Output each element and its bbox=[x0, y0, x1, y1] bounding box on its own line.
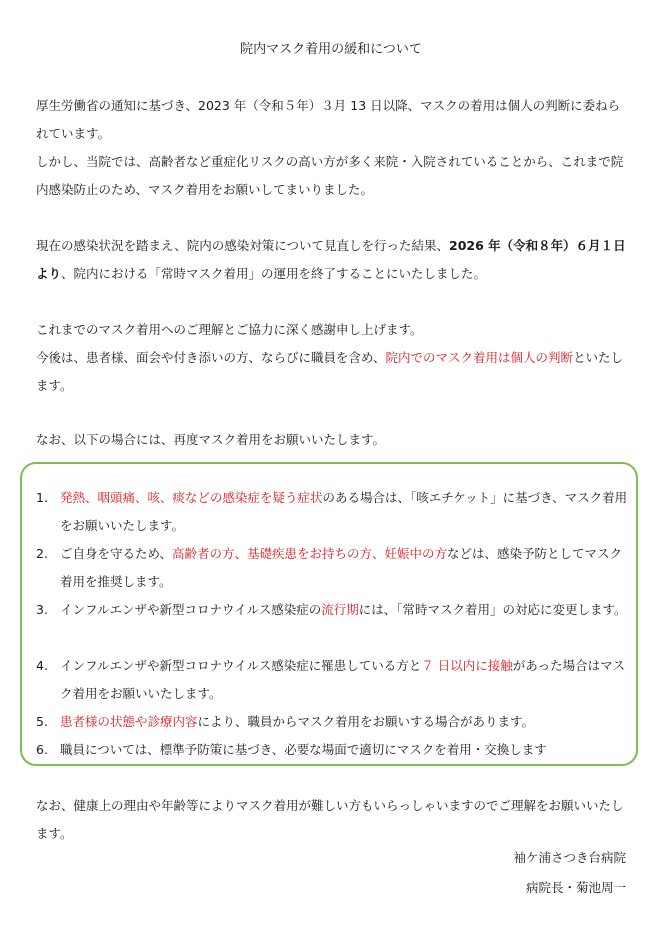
intro-paragraph-1: 厚生労働省の通知に基づき、2023 年（令和５年）３月 13 日以降、マスクの着用は個人の判断に委ねられています。 bbox=[36, 98, 621, 141]
item-number: 3. bbox=[36, 602, 48, 617]
item-highlight: 高齢者の方、基礎疾患をお持ちの方、妊娠中の方 bbox=[172, 546, 448, 561]
announcement-post: 、院内における「常時マスク着用」の運用を終了することにいたしました。 bbox=[61, 266, 487, 281]
item-highlight: 患者様の状態や診療内容 bbox=[60, 714, 198, 729]
item-text: などは、感染予防としてマスク着用を推奨します。 bbox=[60, 546, 623, 589]
item-text: により、職員からマスク着用をお願いする場合があります。 bbox=[197, 714, 535, 729]
condition-item-1 bbox=[36, 484, 628, 540]
item-highlight: 発熱、咽頭痛、咳、痰などの感染症を疑う症状 bbox=[60, 490, 323, 505]
item-pre: インフルエンザや新型コロナウイルス感染症に罹患している方と bbox=[60, 658, 422, 673]
thanks-p2-pre: 今後は、患者様、面会や付き添いの方、ならびに職員を含め、 bbox=[36, 350, 386, 365]
announcement-paragraph bbox=[36, 232, 628, 288]
condition-item-6 bbox=[36, 736, 628, 764]
director-name: 病院長・菊池周一 bbox=[525, 880, 626, 895]
item-number: 6. bbox=[36, 742, 48, 757]
item-pre: ご自身を守るため、 bbox=[60, 546, 173, 561]
page-title: 院内マスク着用の緩和について bbox=[240, 42, 422, 57]
thanks-p2-post: といたします。 bbox=[36, 350, 624, 393]
item-text: には、「常時マスク着用」の対応に変更します。 bbox=[358, 602, 627, 617]
item-pre: インフルエンザや新型コロナウイルス感染症の bbox=[60, 602, 322, 617]
condition-item-5 bbox=[36, 708, 628, 736]
note-intro: なお、以下の場合には、再度マスク着用をお願いいたします。 bbox=[36, 432, 386, 447]
item-number: 1. bbox=[36, 490, 48, 505]
thanks-paragraph-2 bbox=[36, 344, 628, 400]
item-highlight: ７ 日以内に接触 bbox=[421, 658, 513, 673]
item-text: のある場合は、「咳エチケット」に基づき、マスク着用をお願いいたします。 bbox=[60, 490, 628, 533]
item-number: 5. bbox=[36, 714, 48, 729]
closing-paragraph: なお、健康上の理由や年齢等によりマスク着用が難しい方もいらっしゃいますのでご理解をお願いいたします。 bbox=[36, 798, 624, 841]
item-text: 職員については、標準予防策に基づき、必要な場面で適切にマスクを着用・交換します bbox=[60, 742, 547, 757]
condition-item-4 bbox=[36, 652, 628, 708]
thanks-p2-red: 院内でのマスク着用は個人の判断 bbox=[385, 350, 574, 365]
item-number: 4. bbox=[36, 658, 48, 673]
thanks-paragraph-1: これまでのマスク着用へのご理解とご協力に深く感謝申し上げます。 bbox=[36, 322, 423, 337]
item-number: 2. bbox=[36, 546, 48, 561]
announcement-date: 2026 年（令和８年）６月１日より bbox=[36, 238, 626, 281]
intro-paragraph-2: しかし、当院では、高齢者など重症化リスクの高い方が多く来院・入院されていることから、これまで院内感染防止のため、マスク着用をお願いしてまいりました。 bbox=[36, 154, 624, 197]
condition-item-3 bbox=[36, 596, 628, 624]
item-text: があった場合はマスク着用をお願いいたします。 bbox=[60, 658, 626, 701]
hospital-name: 袖ケ浦さつき台病院 bbox=[513, 850, 626, 865]
item-highlight: 流行期 bbox=[321, 602, 359, 617]
condition-item-2 bbox=[36, 540, 628, 596]
announcement-pre: 現在の感染状況を踏まえ、院内の感染対策について見直しを行った結果、 bbox=[36, 238, 450, 253]
